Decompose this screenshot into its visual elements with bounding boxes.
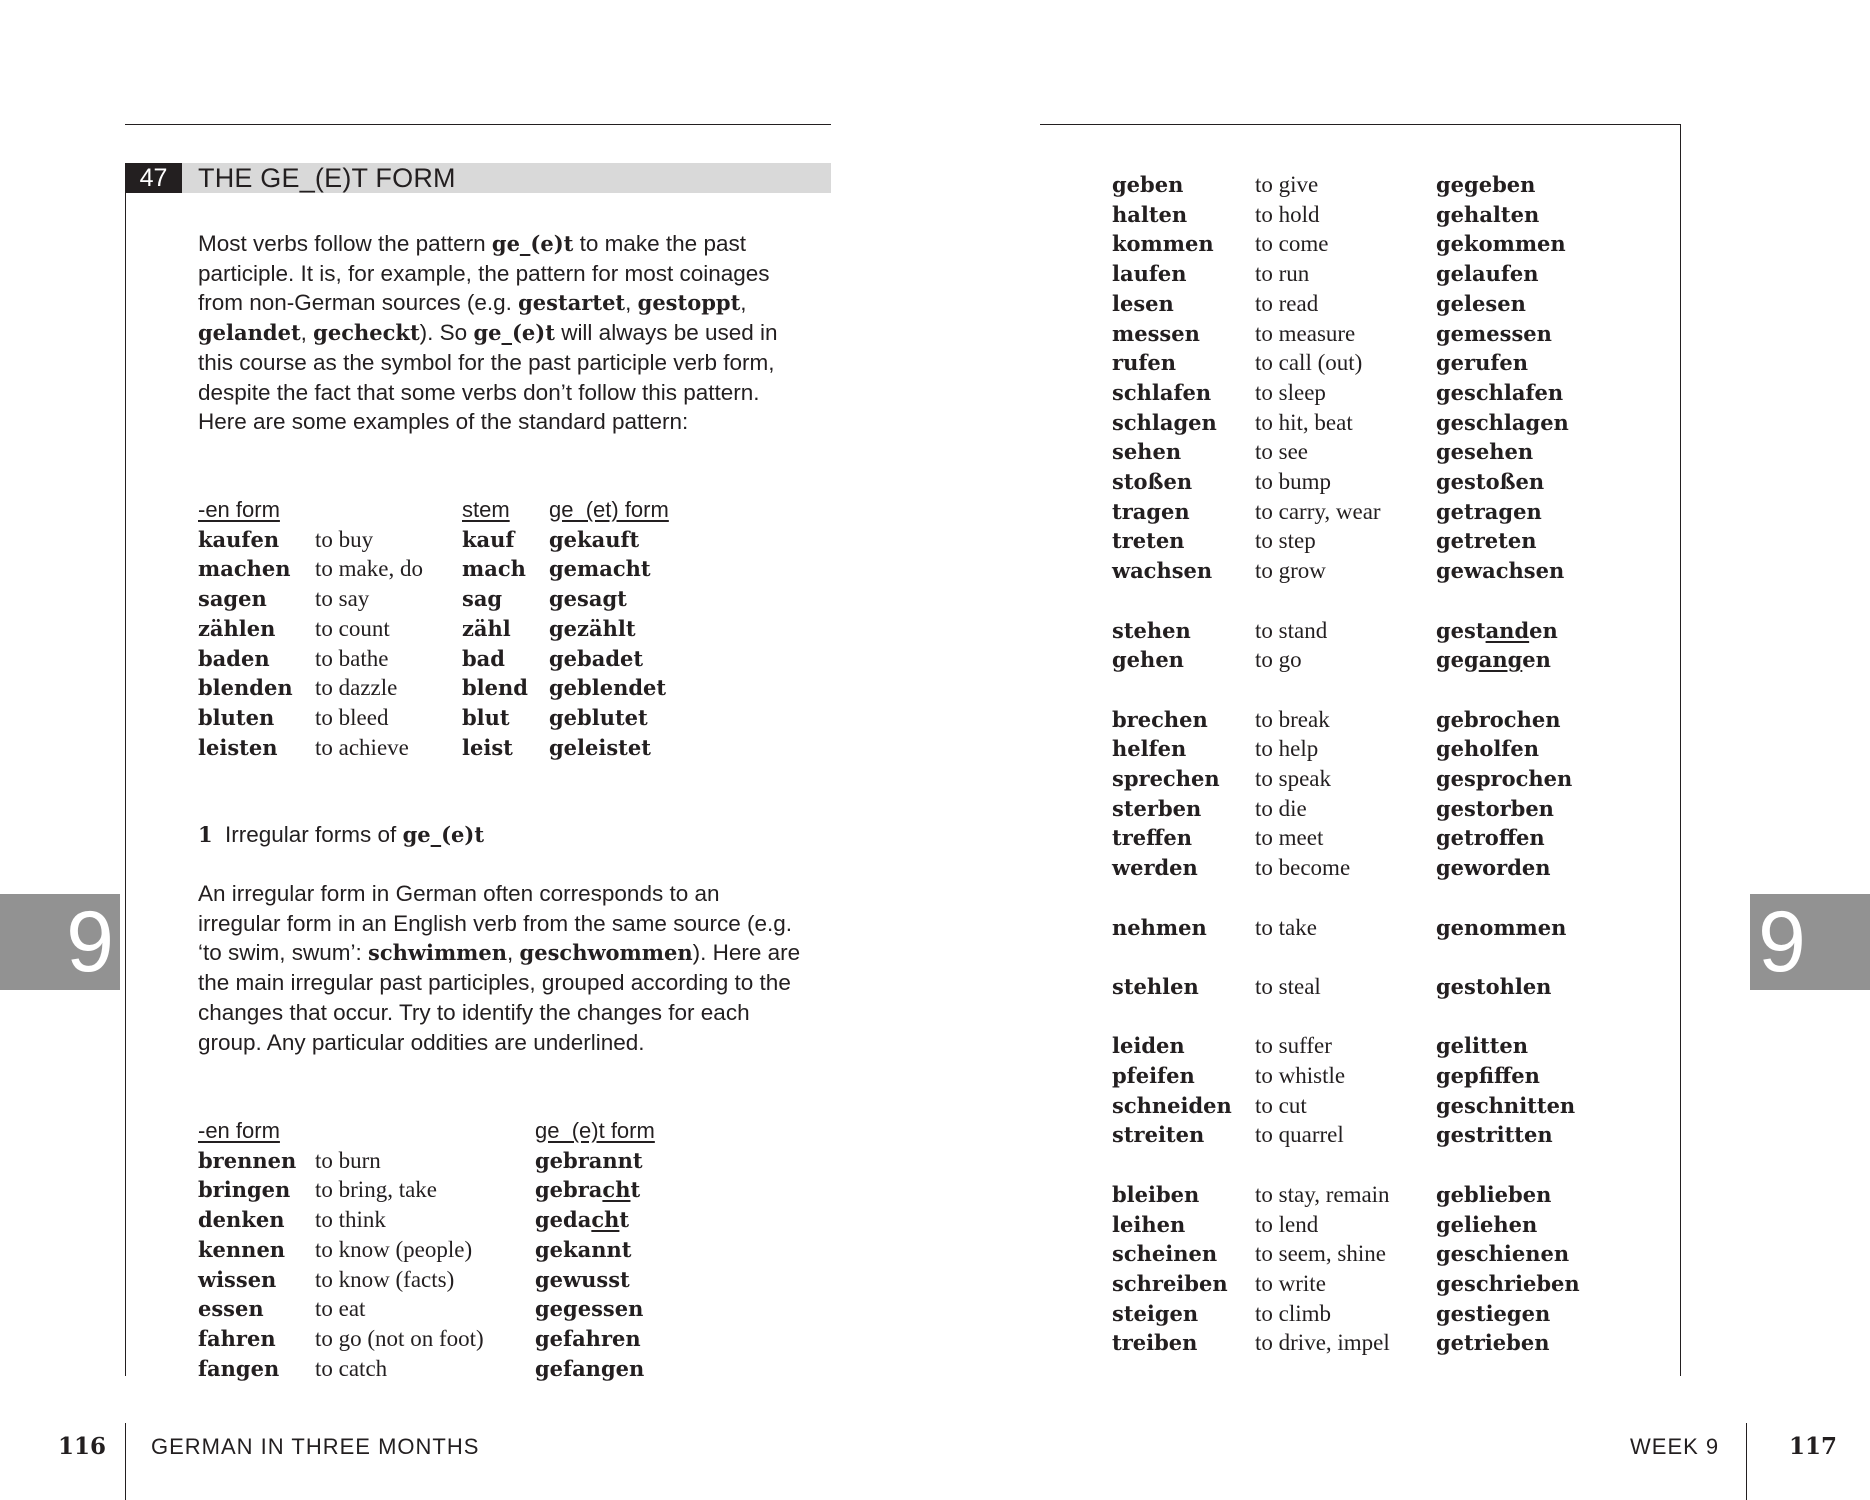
meaning-cell: to make, do: [315, 556, 423, 582]
verb-cell: geben: [1112, 172, 1184, 197]
meaning-cell: to speak: [1255, 766, 1332, 791]
stem-cell: zähl: [462, 615, 511, 641]
participle-cell: [1436, 794, 1554, 824]
participle-segment: getrieben: [1436, 1330, 1550, 1356]
participle-segment: gewusst: [535, 1266, 630, 1292]
participle-cell: gekauft: [549, 526, 640, 552]
participle-cell: geblendet: [549, 675, 667, 701]
meaning-cell: to take: [1255, 914, 1317, 940]
verb-cell: werden: [1112, 855, 1198, 881]
participle-segment: gestiegen: [1436, 1300, 1551, 1326]
meaning-cell: to quarrel: [1255, 1122, 1344, 1148]
participle-cell: geblutet: [549, 704, 648, 730]
participle-segment: geschlafen: [1436, 379, 1564, 405]
verb-cell: sagen: [198, 586, 267, 612]
verb-cell: pfeifen: [1112, 1063, 1195, 1088]
bold-term: geschwommen: [519, 940, 693, 966]
participle-cell: [1436, 645, 1551, 675]
verb-cell: schlagen: [1112, 409, 1217, 435]
participle-segment: gepfiffen: [1436, 1063, 1540, 1088]
participle-segment: en: [1522, 647, 1551, 673]
participle-cell: [1436, 1269, 1580, 1299]
participle-segment: t: [619, 1207, 630, 1233]
participle-segment: geschlagen: [1436, 409, 1569, 435]
stem-cell: bad: [462, 645, 505, 671]
verb-cell: bleiben: [1112, 1181, 1200, 1207]
participle-segment: en: [1529, 617, 1558, 643]
participle-cell: [535, 1175, 640, 1205]
footer-divider: [125, 1423, 126, 1500]
verb-cell: tragen: [1112, 498, 1190, 524]
meaning-cell: to break: [1255, 706, 1330, 732]
participle-cell: [535, 1265, 630, 1295]
participle-segment: getreten: [1436, 528, 1537, 554]
text-run: ). Here are the main irregular past participles, grouped according to the changes that occur. Try to identify the changes for each group. Any particular oddities are underlined.: [198, 940, 801, 1055]
participle-cell: [1436, 408, 1569, 438]
verb-cell: bringen: [198, 1177, 291, 1203]
participle-cell: [1436, 319, 1552, 349]
meaning-cell: to eat: [315, 1296, 366, 1322]
participle-segment: gestohlen: [1436, 973, 1552, 999]
meaning-cell: to lend: [1255, 1211, 1319, 1237]
meaning-cell: to dazzle: [315, 675, 398, 701]
verb-cell: fangen: [198, 1355, 280, 1381]
participle-segment: t: [630, 1177, 641, 1203]
meaning-cell: to suffer: [1255, 1033, 1332, 1059]
subheading-number: 1: [198, 822, 213, 847]
verb-cell: kaufen: [198, 526, 280, 552]
verb-cell: helfen: [1112, 736, 1187, 762]
bold-term: gelandet: [198, 320, 301, 346]
verb-cell: schneiden: [1112, 1092, 1232, 1118]
verb-cell: lesen: [1112, 290, 1174, 316]
meaning-cell: to call (out): [1255, 350, 1363, 376]
participle-cell: [1436, 170, 1535, 200]
participle-segment: geschrieben: [1436, 1270, 1580, 1296]
verb-cell: sterben: [1112, 795, 1202, 821]
participle-segment: gebra: [535, 1177, 603, 1203]
verb-cell: treffen: [1112, 825, 1192, 851]
participle-cell: [1436, 823, 1545, 853]
verb-cell: machen: [198, 556, 291, 582]
verb-cell: kommen: [1112, 231, 1214, 257]
participle-cell: [1436, 437, 1533, 467]
participle-cell: geleistet: [549, 734, 651, 760]
meaning-cell: to stay, remain: [1255, 1181, 1390, 1207]
participle-segment: gest: [1436, 617, 1486, 643]
participle-cell: [1436, 1180, 1551, 1210]
participle-segment: gegessen: [535, 1296, 644, 1322]
participle-segment: geholfen: [1436, 736, 1539, 762]
verb-cell: leisten: [198, 734, 278, 760]
participle-cell: [1436, 556, 1564, 586]
meaning-cell: to bump: [1255, 469, 1332, 494]
verb-cell: rufen: [1112, 350, 1176, 376]
verb-cell: blenden: [198, 675, 293, 701]
meaning-cell: to drive, impel: [1255, 1330, 1390, 1356]
bold-term: gestartet: [518, 290, 626, 316]
verb-cell: leihen: [1112, 1211, 1186, 1237]
right-margin-rule: [1680, 124, 1681, 1376]
participle-cell: [1436, 705, 1560, 735]
verb-cell: fahren: [198, 1325, 276, 1351]
participle-segment: geda: [535, 1207, 592, 1233]
meaning-cell: to seem, shine: [1255, 1241, 1386, 1267]
meaning-cell: to know (facts): [315, 1266, 455, 1292]
stem-cell: sag: [462, 586, 503, 612]
verb-cell: zählen: [198, 615, 276, 641]
chapter-tab: [0, 894, 120, 990]
verb-cell: bluten: [198, 704, 275, 730]
verb-cell: nehmen: [1112, 914, 1207, 940]
participle-segment: getroffen: [1436, 825, 1545, 851]
text-run: ,: [300, 320, 314, 346]
participle-cell: gesagt: [549, 586, 627, 612]
right-page: [935, 0, 1870, 1500]
verb-cell: halten: [1112, 201, 1188, 227]
participle-segment: gemessen: [1436, 320, 1552, 346]
meaning-cell: to read: [1255, 290, 1319, 316]
participle-segment: gefahren: [535, 1325, 641, 1351]
participle-segment: gestoßen: [1436, 469, 1545, 494]
meaning-cell: to count: [315, 615, 390, 641]
left-margin-rule: [125, 163, 126, 1376]
meaning-cell: to help: [1255, 736, 1319, 762]
header-ge-form: ge_(et) form: [549, 497, 669, 522]
participle-cell: [1436, 348, 1528, 378]
meaning-cell: to buy: [315, 526, 374, 552]
meaning-cell: to climb: [1255, 1300, 1332, 1326]
participle-segment: gestritten: [1436, 1122, 1553, 1148]
participle-segment: gelaufen: [1436, 261, 1539, 287]
text-run: will always be used in this course as the symbol for the past participle verb form, despite the fact that some verbs don’t follow this pattern. Here are some examples of the standard pattern:: [198, 320, 778, 435]
participle-cell: [535, 1146, 643, 1176]
participle-cell: [1436, 378, 1563, 408]
participle-cell: [1436, 200, 1539, 230]
meaning-cell: to whistle: [1255, 1063, 1346, 1088]
stem-cell: leist: [462, 734, 513, 760]
participle-cell: [1436, 616, 1558, 646]
meaning-cell: to stand: [1255, 617, 1328, 643]
participle-segment: genommen: [1436, 914, 1567, 940]
verb-cell: streiten: [1112, 1122, 1205, 1148]
participle-segment: gefangen: [535, 1355, 645, 1381]
participle-cell: [1436, 497, 1542, 527]
participle-cell: [1436, 1061, 1540, 1091]
verb-cell: schlafen: [1112, 379, 1212, 405]
verb-cell: stehlen: [1112, 973, 1199, 999]
meaning-cell: to go: [1255, 647, 1302, 673]
participle-segment: geg: [1436, 647, 1479, 673]
section-header: [125, 163, 831, 193]
participle-cell: [1436, 1239, 1569, 1269]
meaning-cell: to cut: [1255, 1092, 1307, 1118]
footer-divider: [1746, 1423, 1747, 1500]
meaning-cell: to catch: [315, 1355, 388, 1381]
section-title: THE GE_(E)T FORM: [198, 163, 456, 193]
subheading-text: [225, 820, 484, 850]
participle-segment: gelesen: [1436, 290, 1526, 316]
meaning-cell: to die: [1255, 795, 1307, 821]
meaning-cell: to say: [315, 586, 370, 612]
meaning-cell: to measure: [1255, 320, 1356, 346]
meaning-cell: to steal: [1255, 973, 1321, 999]
participle-cell: [1436, 913, 1566, 943]
meaning-cell: to become: [1255, 855, 1351, 881]
text-run: to make the past participle. It is, for example, the pattern for most coinages from non-German sources (e.g.: [198, 231, 770, 316]
participle-segment: geliehen: [1436, 1211, 1538, 1237]
meaning-cell: to sleep: [1255, 379, 1326, 405]
chapter-tab: [1750, 894, 1870, 990]
verb-cell: treten: [1112, 528, 1185, 554]
irregular-paragraph: [198, 879, 808, 1057]
subheading-bold: ge_(e)t: [402, 822, 485, 847]
participle-cell: [1436, 526, 1537, 556]
meaning-cell: to go (not on foot): [315, 1325, 484, 1351]
participle-segment: geblieben: [1436, 1181, 1552, 1207]
participle-segment: gerufen: [1436, 350, 1529, 376]
text-run: Most verbs follow the pattern: [198, 231, 492, 256]
participle-segment: gehalten: [1436, 201, 1540, 227]
meaning-cell: to burn: [315, 1147, 381, 1173]
stem-cell: blend: [462, 675, 528, 701]
chapter-tab-label: 9: [66, 894, 114, 990]
participle-cell: [1436, 1210, 1537, 1240]
meaning-cell: to bring, take: [315, 1177, 437, 1203]
bold-term: ge_(e)t: [473, 320, 555, 346]
meaning-cell: to give: [1255, 172, 1319, 197]
participle-cell: [535, 1205, 629, 1235]
chapter-tab-label: 9: [1758, 894, 1806, 990]
section-number: 47: [125, 163, 182, 193]
stem-cell: mach: [462, 556, 526, 582]
meaning-cell: to hold: [1255, 201, 1320, 227]
participle-cell: [1436, 229, 1566, 259]
participle-cell: [1436, 734, 1539, 764]
subheading-label: Irregular forms of: [225, 822, 403, 847]
stem-cell: blut: [462, 704, 510, 730]
underlined-oddity: and: [1485, 617, 1530, 643]
verb-cell: essen: [198, 1296, 264, 1322]
bold-term: gecheckt: [313, 320, 420, 346]
participle-segment: gestorben: [1436, 795, 1554, 821]
verb-cell: sprechen: [1112, 766, 1220, 791]
bold-term: schwimmen: [368, 940, 508, 966]
participle-cell: [1436, 1328, 1549, 1358]
participle-segment: geschnitten: [1436, 1092, 1576, 1118]
verb-cell: treiben: [1112, 1330, 1198, 1356]
verb-cell: wissen: [198, 1266, 277, 1292]
participle-cell: [1436, 972, 1551, 1002]
verb-cell: baden: [198, 645, 270, 671]
participle-cell: gebadet: [549, 645, 644, 671]
verb-cell: leiden: [1112, 1033, 1185, 1059]
meaning-cell: to come: [1255, 231, 1329, 257]
verb-cell: brechen: [1112, 706, 1208, 732]
participle-segment: getragen: [1436, 498, 1542, 524]
meaning-cell: to hit, beat: [1255, 409, 1353, 435]
participle-cell: [535, 1235, 631, 1265]
participle-cell: [1436, 1031, 1528, 1061]
underlined-oddity: ang: [1478, 647, 1523, 673]
participle-cell: [535, 1324, 641, 1354]
participle-cell: gezählt: [549, 615, 636, 641]
participle-cell: [1436, 1299, 1550, 1329]
verb-cell: scheinen: [1112, 1241, 1218, 1267]
header-en-form: -en form: [198, 497, 280, 522]
verb-cell: steigen: [1112, 1300, 1199, 1326]
participle-cell: [1436, 289, 1526, 319]
meaning-cell: to think: [315, 1207, 386, 1233]
verb-cell: brennen: [198, 1147, 297, 1173]
underlined-oddity: ch: [602, 1177, 631, 1203]
meaning-cell: to write: [1255, 1270, 1326, 1296]
running-title: GERMAN IN THREE MONTHS: [151, 1434, 480, 1459]
participle-segment: gewachsen: [1436, 558, 1565, 584]
text-run: ,: [625, 290, 638, 316]
meaning-cell: to meet: [1255, 825, 1324, 851]
underlined-oddity: ch: [591, 1207, 620, 1233]
running-title: WEEK 9: [1630, 1434, 1720, 1459]
meaning-cell: to run: [1255, 261, 1310, 287]
participle-segment: gebrannt: [535, 1147, 643, 1173]
participle-cell: [1436, 1120, 1553, 1150]
verb-cell: gehen: [1112, 647, 1184, 673]
page-number: 117: [1789, 1433, 1838, 1460]
header-en-form: -en form: [198, 1118, 280, 1143]
participle-cell: [1436, 764, 1572, 794]
participle-cell: [1436, 259, 1539, 289]
verb-cell: schreiben: [1112, 1270, 1228, 1296]
participle-segment: gelitten: [1436, 1033, 1529, 1059]
participle-segment: gesehen: [1436, 439, 1534, 465]
meaning-cell: to bathe: [315, 645, 389, 671]
participle-segment: gekommen: [1436, 231, 1566, 257]
meaning-cell: to achieve: [315, 734, 409, 760]
meaning-cell: to grow: [1255, 558, 1326, 584]
bold-term: gestoppt: [637, 290, 741, 316]
verb-cell: sehen: [1112, 439, 1182, 465]
intro-paragraph: [198, 229, 808, 437]
participle-cell: [1436, 853, 1551, 883]
meaning-cell: to know (people): [315, 1236, 473, 1262]
text-run: An irregular form in German often corresponds to an irregular form in an English verb from the same source (e.g. ‘to swim, swum’:: [198, 881, 792, 966]
participle-segment: gebrochen: [1436, 706, 1561, 732]
participle-cell: [535, 1294, 643, 1324]
participle-segment: geschienen: [1436, 1241, 1570, 1267]
participle-cell: [535, 1354, 644, 1384]
verb-cell: laufen: [1112, 261, 1187, 287]
meaning-cell: to see: [1255, 439, 1309, 465]
participle-cell: [1436, 467, 1544, 497]
page-number: 116: [58, 1433, 107, 1460]
top-rule: [1040, 124, 1680, 125]
verb-cell: wachsen: [1112, 558, 1213, 584]
meaning-cell: to step: [1255, 528, 1316, 554]
meaning-cell: to carry, wear: [1255, 498, 1381, 524]
participle-segment: gesprochen: [1436, 766, 1573, 791]
meaning-cell: to bleed: [315, 704, 389, 730]
verb-cell: denken: [198, 1207, 285, 1233]
participle-cell: gemacht: [549, 556, 651, 582]
text-run: ). So: [419, 320, 474, 346]
verb-cell: stehen: [1112, 617, 1191, 643]
participle-cell: [1436, 1091, 1575, 1121]
verb-cell: kennen: [198, 1236, 286, 1262]
header-stem: stem: [462, 497, 510, 522]
stem-cell: kauf: [462, 526, 515, 552]
header-ge-form: ge_(e)t form: [535, 1118, 655, 1143]
top-rule: [125, 124, 831, 125]
text-run: ,: [740, 290, 747, 316]
bold-term: ge_(e)t: [491, 231, 574, 256]
participle-segment: geworden: [1436, 855, 1551, 881]
participle-segment: gegeben: [1436, 172, 1536, 197]
verb-cell: messen: [1112, 320, 1200, 346]
text-run: ,: [507, 940, 520, 966]
verb-cell: stoßen: [1112, 469, 1193, 494]
participle-segment: gekannt: [535, 1236, 632, 1262]
